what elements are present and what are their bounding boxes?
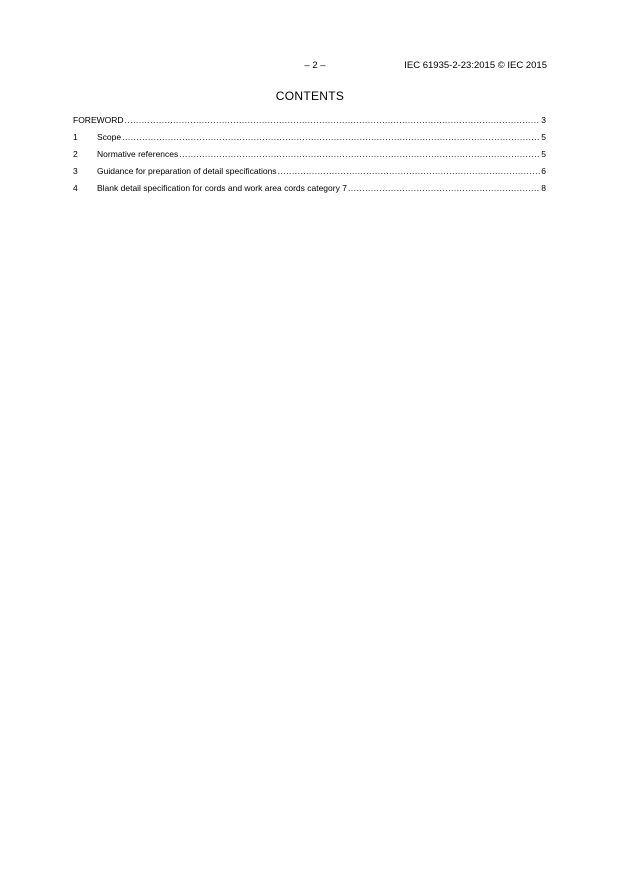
toc-entry-title: Normative references <box>97 149 179 159</box>
toc-entry-number: 2 <box>73 149 78 159</box>
toc-entry-blank-detail-specification[interactable] <box>73 180 546 197</box>
toc-entry-foreword[interactable] <box>73 112 546 129</box>
toc-dot-leader <box>348 180 540 197</box>
toc-entry-number: 3 <box>73 166 78 176</box>
toc-entry-page: 3 <box>541 115 546 125</box>
toc-entry-title: Guidance for preparation of detail specifications <box>97 166 277 176</box>
toc-dot-leader <box>122 129 540 146</box>
toc-entry-page: 5 <box>541 132 546 142</box>
toc-entry-title: Scope <box>97 132 122 142</box>
toc-entry-page: 5 <box>541 149 546 159</box>
page-header <box>0 60 620 74</box>
document-reference: IEC 61935-2-23:2015 © IEC 2015 <box>404 60 547 71</box>
toc-entry-title: FOREWORD <box>73 115 124 125</box>
toc-entry-number: 1 <box>73 132 78 142</box>
toc-dot-leader <box>179 146 540 163</box>
toc-dot-leader <box>125 112 541 129</box>
table-of-contents <box>73 112 546 197</box>
toc-entry-title: Blank detail specification for cords and work area cords category 7 <box>97 183 347 193</box>
toc-entry-normative-references[interactable] <box>73 146 546 163</box>
toc-entry-guidance[interactable] <box>73 163 546 180</box>
contents-heading: CONTENTS <box>275 89 345 103</box>
toc-entry-scope[interactable] <box>73 129 546 146</box>
toc-entry-number: 4 <box>73 183 78 193</box>
toc-entry-page: 8 <box>541 183 546 193</box>
toc-entry-page: 6 <box>541 166 546 176</box>
toc-dot-leader <box>278 163 541 180</box>
page-number: – 2 – <box>304 60 326 71</box>
